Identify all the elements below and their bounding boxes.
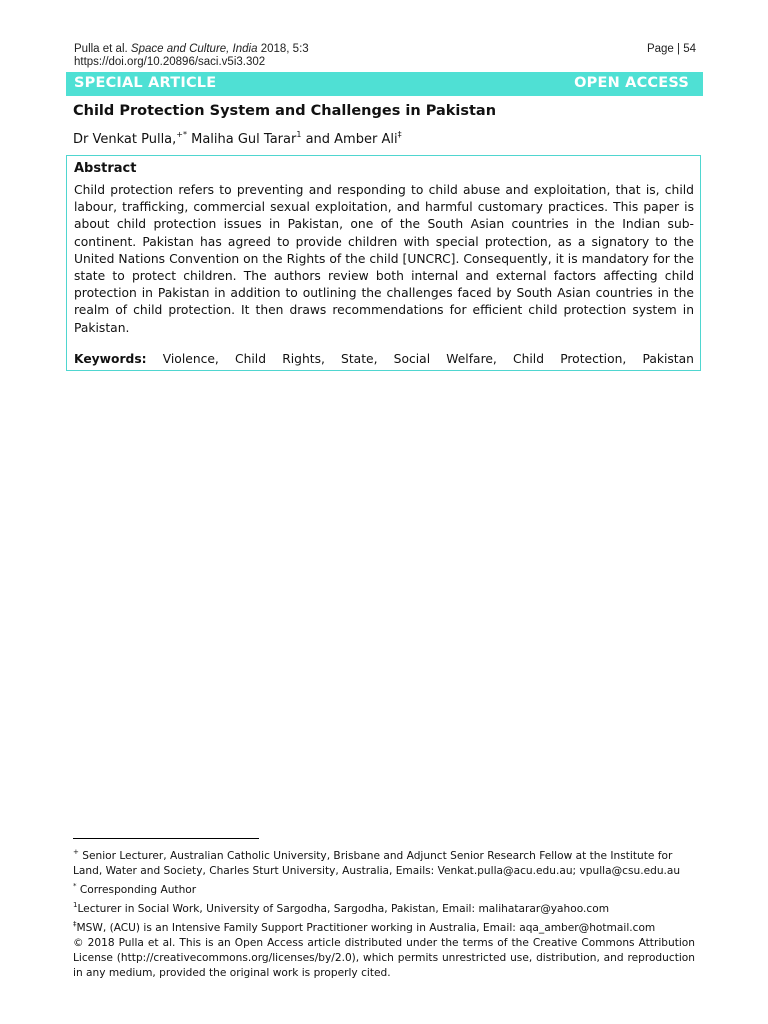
article-title: Child Protection System and Challenges in Pakistan (73, 103, 497, 119)
keywords-line (74, 352, 694, 366)
footnote-mark: 1 (73, 901, 78, 909)
keyword: Protection, (560, 352, 627, 366)
special-article-label: SPECIAL ARTICLE (74, 75, 217, 91)
keyword: Child (513, 352, 545, 366)
footnote-text: MSW, (ACU) is an Intensive Family Support Practitioner working in Australia, Email: aqa_amber@hotmail.com (76, 922, 656, 934)
footnote-divider (73, 838, 259, 839)
author-ali-mark: ‡ (397, 130, 402, 139)
footnotes (73, 845, 695, 981)
open-access-label: OPEN ACCESS (574, 75, 689, 91)
citation-journal: Space and Culture, India (130, 43, 258, 55)
author-tarar: Maliha Gul Tarar (186, 132, 297, 147)
abstract-text: Child protection refers to preventing and responding to child abuse and exploitation, that is, child labour, trafficking, commercial sexual exploitation, and harmful customary practices. This paper is about child protection issues in Pakistan, one of the South Asian countries in the Indian sub-continent. Pakistan has agreed to provide children with special protection, as a signatory to the United Nations Convention on the Rights of the child [UNCRC]. Consequently, it is mandatory for the state to protect children. The authors review both internal and external factors affecting child protection in Pakistan in addition to outlining the challenges faced by South Asian countries in the realm of child protection. It then draws recommendations for efficient child protection system in Pakistan. (74, 183, 694, 335)
footnote-text: Corresponding Author (76, 884, 197, 896)
keyword: Child (235, 352, 267, 366)
footnote-text: Senior Lecturer, Australian Catholic University, Brisbane and Adjunct Senior Research Fellow at the Institute for Land, Water and Society, Charles Sturt University, Australia, Emails: Venkat.pulla@acu.edu.au; vpulla@csu.edu.au (73, 850, 681, 877)
author-list (73, 130, 402, 147)
footnote-mark: * (73, 882, 77, 890)
keyword: Rights, (282, 352, 325, 366)
author-tarar-mark: 1 (296, 130, 302, 139)
keyword: Pakistan (642, 352, 694, 366)
abstract-heading: Abstract (74, 161, 137, 176)
footnote-corresponding (73, 879, 695, 898)
article-type-band (66, 72, 703, 96)
keyword: Social (393, 352, 431, 366)
doi-link[interactable]: https://doi.org/10.20896/saci.v5i3.302 (74, 56, 266, 68)
author-ali: and Amber Ali (301, 132, 398, 147)
author-pulla-mark: +* (176, 130, 187, 139)
keywords-label: Keywords: (74, 352, 147, 366)
citation-authors: Pulla et al. (74, 43, 131, 55)
keyword: State, (341, 352, 378, 366)
license-statement: © 2018 Pulla et al. This is an Open Access article distributed under the terms of the Creative Commons Attribution License (http://creativecommons.org/licenses/by/2.0), which permits unrestricted use, distribution, and reproduction in any medium, provided the original work is properly cited. (73, 937, 695, 979)
footnote-ali (73, 917, 695, 936)
footnote-tarar (73, 898, 695, 917)
citation (74, 42, 309, 56)
author-pulla: Dr Venkat Pulla, (73, 132, 177, 147)
keyword: Welfare, (446, 352, 497, 366)
abstract-box (66, 155, 701, 371)
footnote-mark: ‡ (73, 920, 77, 928)
footnote-mark: + (73, 848, 79, 856)
page-number: Page | 54 (646, 43, 696, 55)
footnote-text: Lecturer in Social Work, University of Sargodha, Sargodha, Pakistan, Email: malihatarar@yahoo.com (77, 903, 610, 915)
citation-year-volume: 2018, 5:3 (257, 43, 309, 55)
keyword: Violence, (162, 352, 219, 366)
footnote-pulla (73, 845, 695, 879)
